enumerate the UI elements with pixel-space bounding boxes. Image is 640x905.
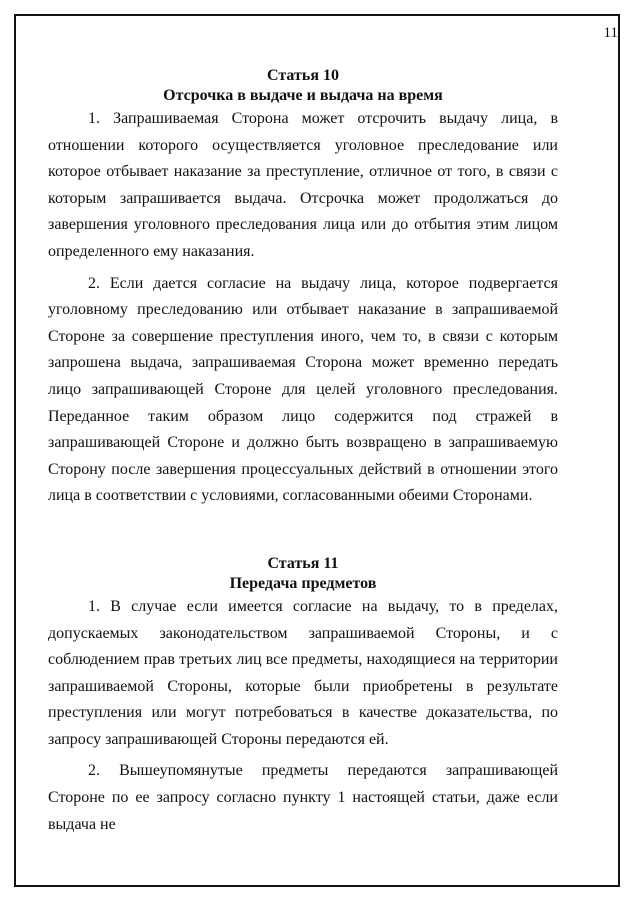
article-10-title: Статья 10 [267,67,339,84]
article-11-subtitle: Передача предметов [229,574,377,592]
article-10-paragraph-2: 2. Если дается согласие на выдачу лица, которое подвергается уголовному преследованию или отбывает наказание в запрашиваемой Стороне за совершение преступления иного, чем то, в связи с которым запрошена выдача, запрашиваемая Сторона может временно передать лицо запрашивающей Стороне для целей уголовного преследования. Переданное таким образом лицо содержится под стражей в запрашивающей Стороне и должно быть возвращено в запрашиваемую Сторону после завершения процессуальных действий в отношении этого лица в соответствии с условиями, согласованными обеими Сторонами. [48,274,558,505]
article-11-paragraph-2: 2. Вышеупомянутые предметы передаются запрашивающей Стороне по ее запросу согласно пункту 1 настоящей статьи, даже если выдача не [48,762,558,833]
document-body [48,66,558,838]
page-number: 11 [603,25,618,41]
article-11 [48,554,558,838]
article-11-title: Статья 11 [267,554,339,572]
article-10-subtitle: Отсрочка в выдаче и выдача на время [163,87,443,104]
article-10 [48,66,558,510]
article-11-paragraph-1: 1. В случае если имеется согласие на выдачу, то в пределах, допускаемых законодательством запрашиваемой Стороны, и с соблюдением прав третьих лиц все предметы, находящиеся на территории запрашиваемой Стороны, которые были приобретены в результате преступления или могут потребоваться в качестве доказательства, по запросу запрашивающей Стороны передаются ей. [48,597,558,748]
article-10-paragraph-1: 1. Запрашиваемая Сторона может отсрочить выдачу лица, в отношении которого осуществляется уголовное преследование или которое отбывает наказание за преступление, отличное от того, в связи с которым запрашивается выдача. Отсрочка может продолжаться до завершения уголовного преследования лица или до отбытия этим лицом определенного ему наказания. [48,110,558,260]
